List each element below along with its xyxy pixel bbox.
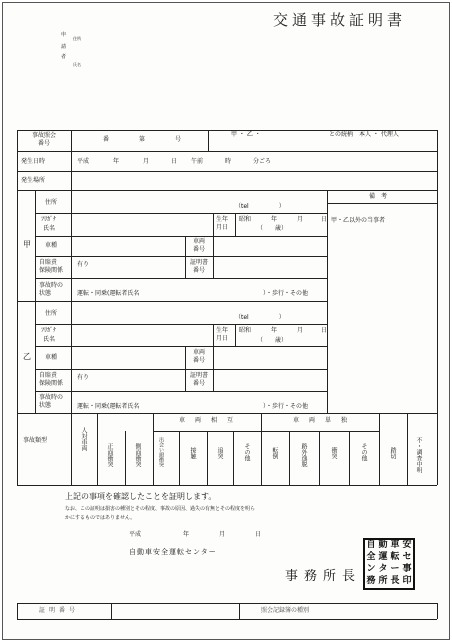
certification-note-2: かにするものではありません。 xyxy=(65,515,136,521)
party-b-insurance-label-1: 自賠責 xyxy=(39,372,58,379)
certification-date-day: 日 xyxy=(255,531,262,538)
party-a-tel: （tel ） xyxy=(235,203,285,210)
party-a-age: （ 歳） xyxy=(257,225,288,232)
party-a-status-label-2: 状態 xyxy=(39,290,52,297)
party-b-plate-label-2: 番号 xyxy=(192,357,205,364)
party-b-name-label: 氏名 xyxy=(43,336,56,343)
party-b-cert-label-2: 番号 xyxy=(192,380,205,387)
party-a-cert-label-2: 番号 xyxy=(192,267,205,274)
type-vv-col-6: その他 xyxy=(243,443,250,461)
party-a-birth-label xyxy=(216,216,228,232)
type-vv-col-4: 接触 xyxy=(189,447,196,459)
party-a-status-tail: ）・歩行・その他 xyxy=(263,290,309,297)
datetime-minute: 分ごろ xyxy=(253,158,272,165)
accident-type-label: 事故類型 xyxy=(23,437,48,444)
certification-statement: 上記の事項を確認したことを証明します。 xyxy=(65,492,217,501)
requester-name-label: 氏名 xyxy=(73,62,81,67)
type-vv-col-5: 追突 xyxy=(216,447,223,459)
datetime-month: 月 xyxy=(143,158,150,165)
footer-cert-number-label: 証明番号 xyxy=(39,607,80,614)
requester-label-3: 者 xyxy=(61,54,67,60)
datetime-year: 年 xyxy=(113,158,120,165)
party-selector: 甲 ・ 乙 ・ xyxy=(231,131,261,138)
case-number-label-line2: 番号 xyxy=(37,140,50,147)
party-b-birth-label-1: 生年 xyxy=(216,327,229,334)
party-a-status-label xyxy=(39,282,63,298)
type-railroad-crossing: 踏切 xyxy=(389,447,396,459)
type-single-col-2: 路外逸脱 xyxy=(300,443,307,467)
type-single-col-1: 転倒 xyxy=(271,447,278,459)
party-a-insurance-value: 有り xyxy=(77,261,90,268)
party-b-vehicle-label: 車種 xyxy=(45,354,58,361)
vehicle-vehicle-header: 車 両 相 互 xyxy=(179,417,236,424)
party-a-cert-label xyxy=(187,259,211,275)
party-b-insurance-value: 有り xyxy=(77,374,90,381)
requester-address-label: 住所 xyxy=(73,36,81,41)
datetime-label: 発生日時 xyxy=(21,158,46,165)
remarks-header: 備 考 xyxy=(369,193,388,200)
party-a-plate-label-2: 番号 xyxy=(192,246,205,253)
footer-record-type-label: 照会記録簿の種別 xyxy=(261,607,310,614)
party-a-vehicle-label: 車種 xyxy=(45,242,58,249)
party-a-insurance-label-2: 保険関係 xyxy=(39,267,64,274)
party-a-kana-label: ﾌﾘｶﾞﾅ xyxy=(41,216,57,223)
type-single-col-4: その他 xyxy=(360,443,367,461)
certification-date-year: 年 xyxy=(183,531,190,538)
type-vv-col-1: 正面衝突 xyxy=(106,443,113,467)
party-b-showa: 昭和 xyxy=(239,327,252,334)
party-b-status-tail: ）・歩行・その他 xyxy=(263,403,309,410)
datetime-day: 日 xyxy=(171,158,178,165)
party-a-year: 年 xyxy=(271,216,278,223)
issuer-center-name: 自動車安全運転センター xyxy=(129,548,217,556)
certification-date-month: 月 xyxy=(219,531,226,538)
party-b-year: 年 xyxy=(271,327,278,334)
party-a-insurance-label xyxy=(39,259,63,275)
party-b-month: 月 xyxy=(297,327,304,334)
relation-selector: との続柄 本人 ・ 代理人 xyxy=(329,131,399,138)
document-title: 交通事故証明書 xyxy=(273,11,407,29)
type-person-vehicle: 人対車両 xyxy=(80,427,87,451)
party-a-name-label: 氏名 xyxy=(43,225,56,232)
certificate-page xyxy=(2,2,450,640)
party-b-status-label xyxy=(39,394,63,410)
party-b-status-label-2: 状態 xyxy=(39,402,52,409)
certification-note-1: なお、この証明は損害の種別とその程度、事故の原因、過失の有無とその程度を明ら xyxy=(65,506,256,512)
remarks-note: 甲・乙以外の当事者 xyxy=(331,217,386,224)
party-b-insurance-label-2: 保険関係 xyxy=(39,380,64,387)
party-b-birth-label xyxy=(216,327,228,343)
type-unknown: 不・調査中明 xyxy=(415,437,422,473)
case-number-label-line1: 事故照会 xyxy=(31,132,56,139)
party-b-tel: （tel ） xyxy=(235,314,285,321)
party-a-birth-label-1: 生年 xyxy=(216,216,229,223)
party-b-age: （ 歳） xyxy=(257,337,288,344)
type-vv-col-2: 側面衝突 xyxy=(134,443,141,467)
party-a-day: 日 xyxy=(321,216,328,223)
party-b-day: 日 xyxy=(321,327,328,334)
party-a-status-label-1: 事故時の xyxy=(39,282,64,289)
type-vv-col-3: 出会い頭衝突 xyxy=(158,437,164,467)
type-single-col-3: 衝突 xyxy=(330,447,337,459)
party-b-kana-label: ﾌﾘｶﾞﾅ xyxy=(41,327,57,334)
datetime-era: 平成 xyxy=(77,158,90,165)
single-vehicle-header: 車 両 単 独 xyxy=(293,417,350,424)
party-b-birth-label-2: 月日 xyxy=(216,335,229,342)
party-b-plate-label-1: 車両 xyxy=(192,349,205,356)
party-a-month: 月 xyxy=(297,216,304,223)
party-a-insurance-label-1: 自賠責 xyxy=(39,259,58,266)
party-a-plate-label xyxy=(187,238,211,254)
issuer-office-title: 事務所長 xyxy=(285,569,362,584)
party-b-address-label: 住所 xyxy=(45,310,58,317)
party-b-insurance-label xyxy=(39,372,63,388)
place-label: 発生場所 xyxy=(21,177,46,184)
datetime-hour: 時 xyxy=(225,158,232,165)
party-b-cert-label-1: 証明書 xyxy=(189,372,208,379)
requester-label-1: 申 xyxy=(61,32,67,38)
party-b-side-label: 乙 xyxy=(23,352,31,361)
party-b-status-value: 運転・同乗(運転者氏名 xyxy=(77,403,140,410)
datetime-ampm: 午前 xyxy=(191,158,204,165)
party-a-address-label: 住所 xyxy=(45,199,58,206)
party-a-showa: 昭和 xyxy=(239,216,252,223)
official-seal: 自 動 車 安 全 運 転 セ ン タ ー 事 務 所 長 印 xyxy=(363,538,415,590)
party-a-plate-label-1: 車両 xyxy=(192,238,205,245)
party-b-status-label-1: 事故時の xyxy=(39,394,64,401)
case-number-label xyxy=(19,132,69,148)
party-a-birth-label-2: 月日 xyxy=(216,224,229,231)
party-b-plate-label xyxy=(187,349,211,365)
party-a-cert-label-1: 証明書 xyxy=(189,259,208,266)
case-number-format: 番 第 号 xyxy=(103,136,194,143)
party-a-side-label: 甲 xyxy=(23,240,31,249)
party-a-status-value: 運転・同乗(運転者氏名 xyxy=(77,290,140,297)
party-b-cert-label xyxy=(187,372,211,388)
requester-label-2: 請 xyxy=(61,44,67,50)
certification-date-era: 平成 xyxy=(129,531,142,538)
